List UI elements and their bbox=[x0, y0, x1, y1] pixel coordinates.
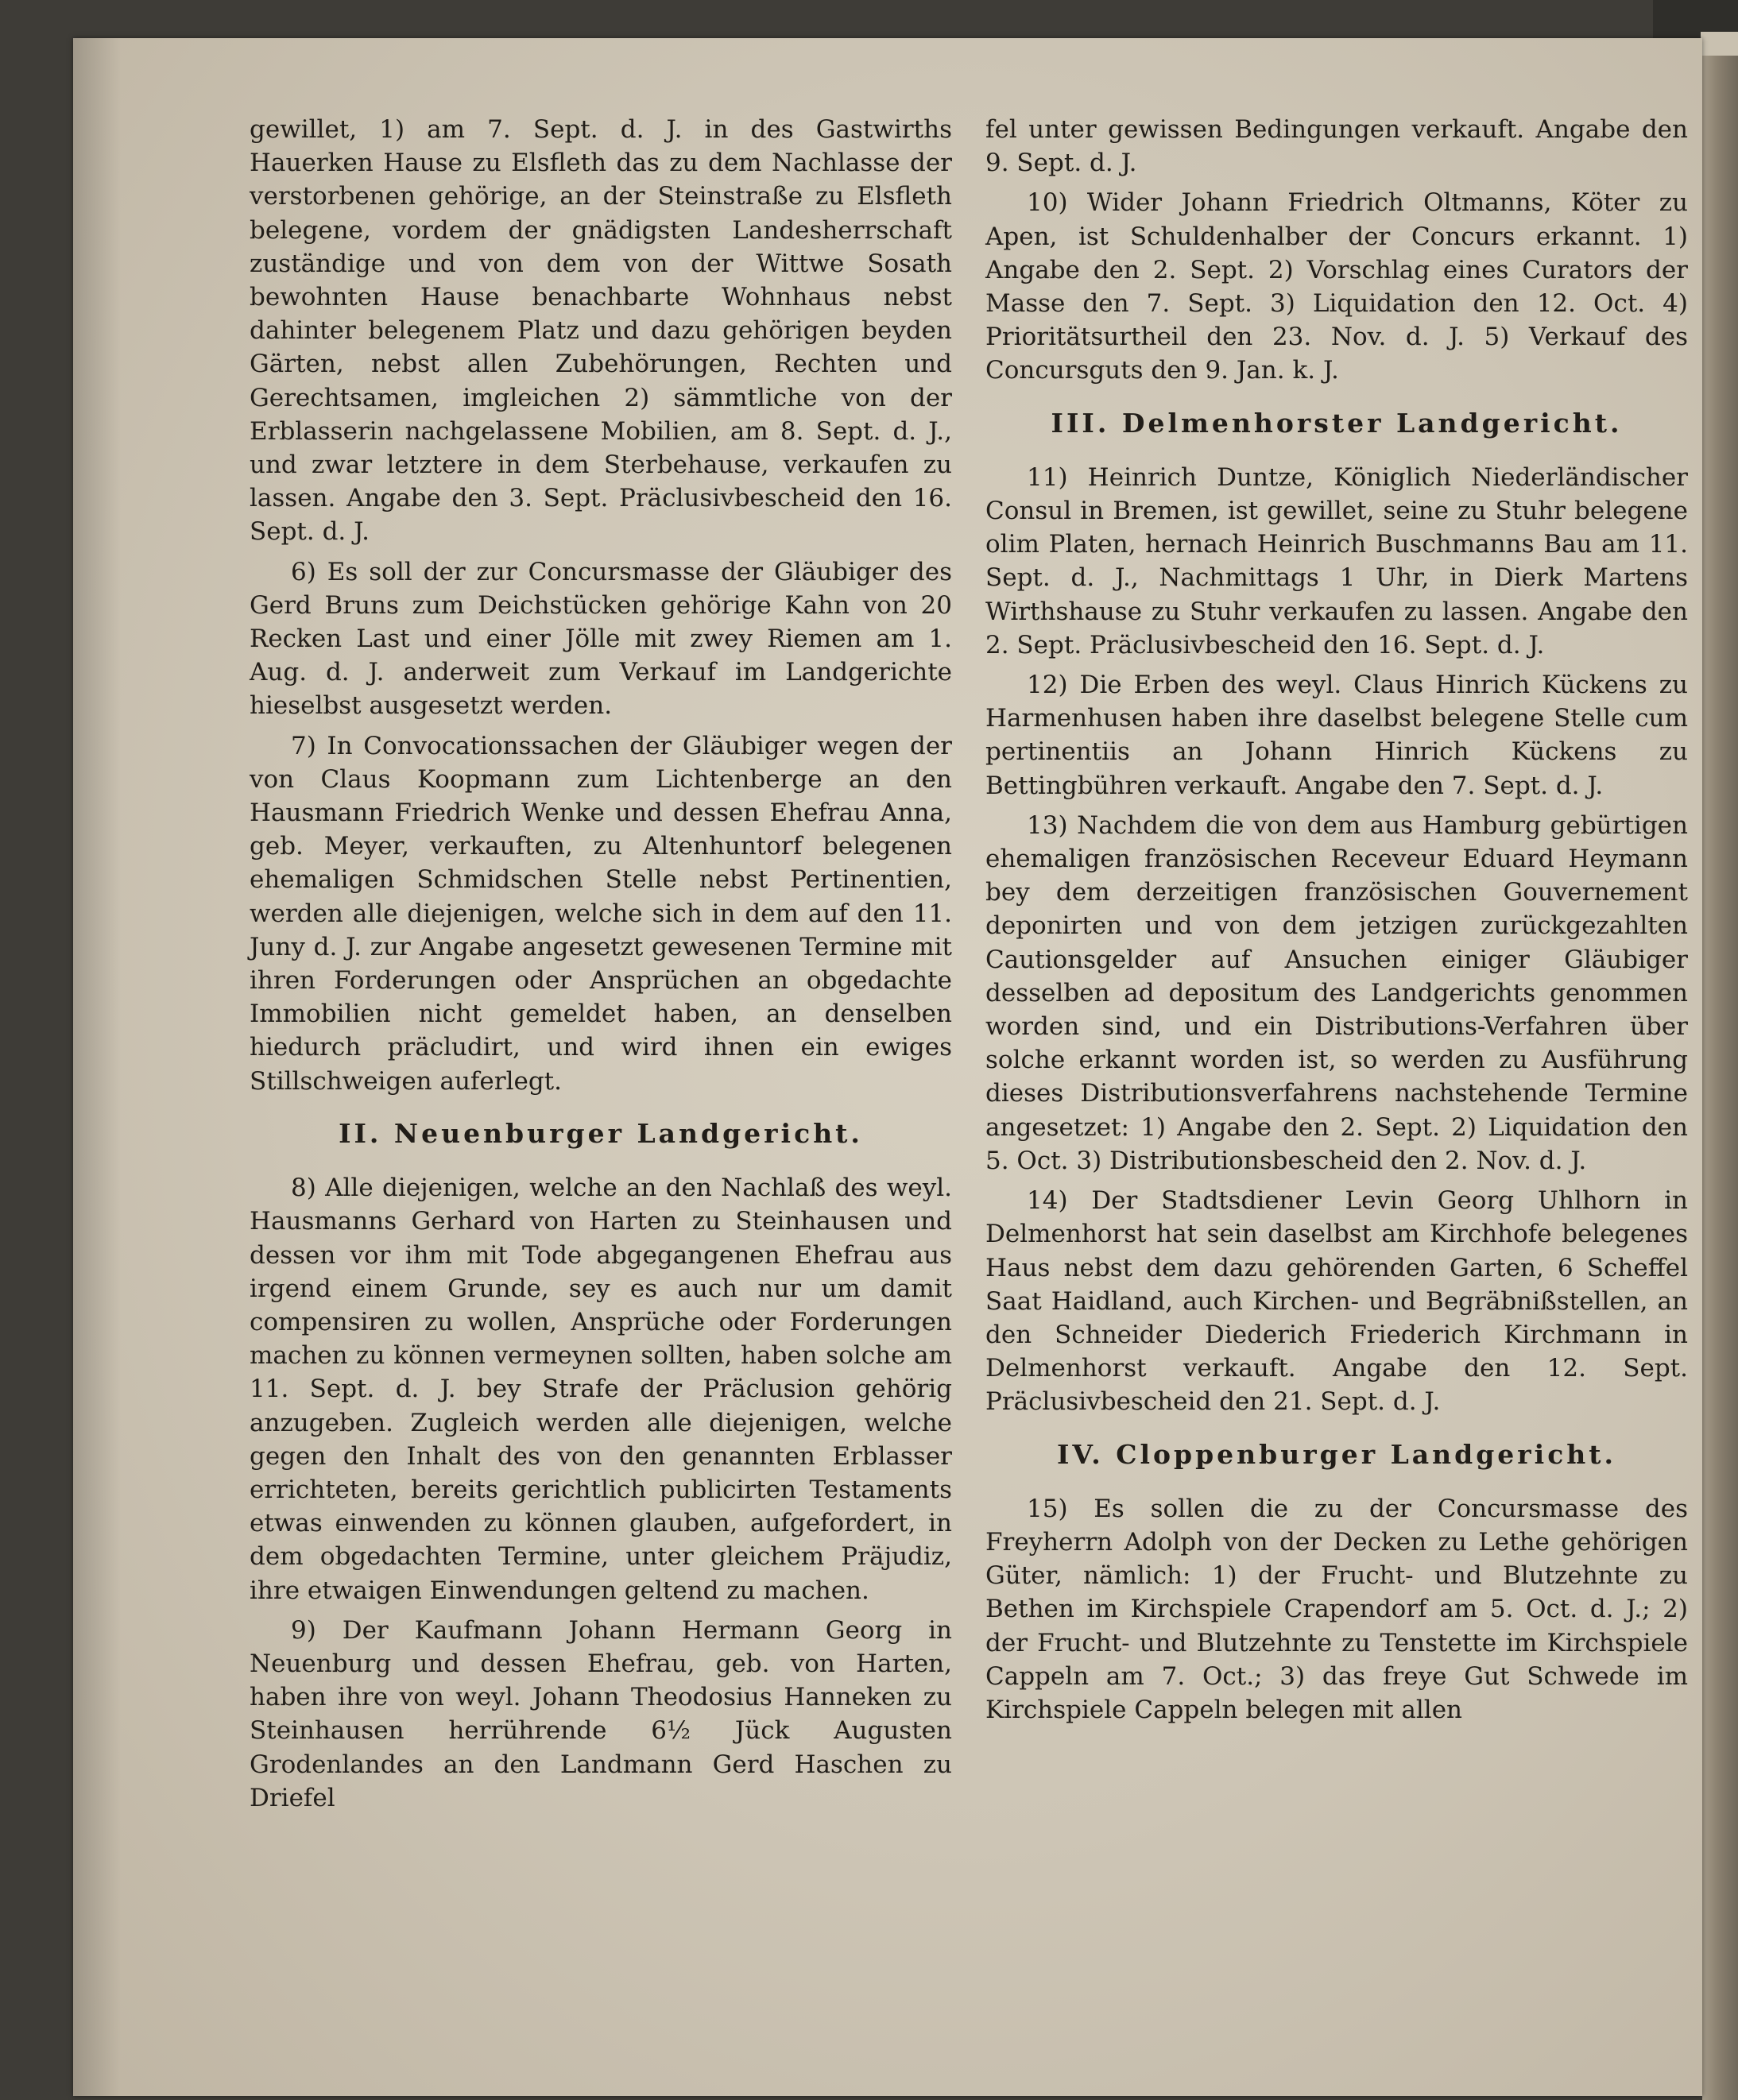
paragraph: 11) Heinrich Duntze, Königlich Niederländischer Consul in Bremen, ist gewillet, seine zu Stuhr belegene olim Platen, hernach Heinrich Buschmanns Bau am 11. Sept. d. J., Nachmittags 1 Uhr, in Dierk Martens Wirthshause zu Stuhr verkaufen zu lassen. Angabe den 2. Sept. Präclusivbescheid den 16. Sept. d. J. bbox=[985, 462, 1688, 659]
next-page-edge bbox=[1702, 32, 1738, 2100]
paragraph: gewillet, 1) am 7. Sept. d. J. in des Gastwirths Hauerken Hause zu Elsfleth das zu dem Nachlasse der verstorbenen gehörige, an der Steinstraße zu Elsfleth belegene, vordem der gnädigsten Landesherrschaft zuständige und von dem von der Wittwe Sosath bewohnten Hause benachbarte Wohnhaus nebst dahinter belegenem Platz und dazu gehörigen beyden Gärten, nebst allen Zubehörungen, Rechten und Gerechtsamen, imgleichen 2) sämmtliche von der Erblasserin nachgelassene Mobilien, am 8. Sept. d. J., und zwar letztere in dem Sterbehause, verkaufen zu lassen. Angabe den 3. Sept. Präclusivbescheid den 16. Sept. d. J. bbox=[250, 115, 952, 547]
paragraph: 7) In Convocationssachen der Gläubiger wegen der von Claus Koopmann zum Lichtenberge an den Hausmann Friedrich Wenke und dessen Ehefrau Anna, geb. Meyer, verkauften, zu Altenhuntorf belegenen ehemaligen Schmidschen Stelle nebst Pertinentien, werden alle diejenigen, welche sich in dem auf den 11. Juny d. J. zur Angabe angesetzt gewesenen Termine mit ihren Forderungen oder Ansprüchen an obgedachte Immobilien nicht gemeldet haben, an denselben hiedurch präcludirt, und wird ihnen ein ewiges Stillschweigen auferlegt. bbox=[250, 731, 952, 1096]
paragraph: 12) Die Erben des weyl. Claus Hinrich Kückens zu Harmenhusen haben ihre daselbst belegene Stelle cum pertinentiis an Johann Hinrich Kückens zu Bettingbühren verkauft. Angabe den 7. Sept. d. J. bbox=[985, 671, 1688, 800]
section-heading: III. Delmenhorster Landgericht. bbox=[1051, 407, 1623, 439]
binding-shadow bbox=[73, 38, 121, 2096]
paragraph: 10) Wider Johann Friedrich Oltmanns, Köter zu Apen, ist Schuldenhalber der Concurs erkannt. 1) Angabe den 2. Sept. 2) Vorschlag eines Curators der Masse den 7. Sept. 3) Liquidation den 12. Oct. 4) Prioritätsurtheil den 23. Nov. d. J. 5) Verkauf des Concursguts den 9. Jan. k. J. bbox=[985, 188, 1688, 385]
section-heading: IV. Cloppenburger Landgericht. bbox=[1056, 1438, 1617, 1470]
left-column bbox=[250, 113, 952, 1821]
paragraph: 14) Der Stadtsdiener Levin Georg Uhlhorn in Delmenhorst hat sein daselbst am Kirchhofe belegenes Haus nebst dem dazu gehörenden Garten, 6 Scheffel Saat Haidland, auch Kirchen- und Begräbnißstellen, an den Schneider Diederich Friederich Kirchmann in Delmenhorst verkauft. Angabe den 12. Sept. Präclusivbescheid den 21. Sept. d. J. bbox=[985, 1186, 1688, 1417]
page-corner bbox=[1701, 32, 1738, 56]
paragraph: 13) Nachdem die von dem aus Hamburg gebürtigen ehemaligen französischen Receveur Eduard Heymann bey dem derzeitigen französischen Gouvernement deponirten und von dem jetzigen zurückgezahlten Cautionsgelder auf Ansuchen einiger Gläubiger desselben ad depositum des Landgerichts genommen worden sind, und ein Distributions-Verfahren über solche erkannt worden ist, so werden zu Ausführung dieses Distributionsverfahrens nachstehende Termine angesetzet: 1) Angabe den 2. Sept. 2) Liquidation den 5. Oct. 3) Distributionsbescheid den 2. Nov. d. J. bbox=[985, 810, 1688, 1175]
paragraph: 9) Der Kaufmann Johann Hermann Georg in Neuenburg und dessen Ehefrau, geb. von Harten, haben ihre von weyl. Johann Theodosius Hanneken zu Steinhausen herrührende 6½ Jück Augusten Grodenlandes an den Landmann Gerd Haschen zu Driefel bbox=[250, 1615, 952, 1812]
paragraph: fel unter gewissen Bedingungen verkauft. Angabe den 9. Sept. d. J. bbox=[985, 115, 1688, 178]
right-column bbox=[985, 113, 1688, 1733]
paragraph: 6) Es soll der zur Concursmasse der Gläubiger des Gerd Bruns zum Deichstücken gehörige Kahn von 20 Recken Last und einer Jölle mit zwey Riemen am 1. Aug. d. J. anderweit zum Verkauf im Landgerichte hieselbst ausgesetzt werden. bbox=[250, 557, 952, 721]
paragraph: 15) Es sollen die zu der Concursmasse des Freyherrn Adolph von der Decken zu Lethe gehörigen Güter, nämlich: 1) der Frucht- und Blutzehnte zu Bethen im Kirchspiele Crapendorf am 5. Oct. d. J.; 2) der Frucht- und Blutzehnte zu Tenstette im Kirchspiele Cappeln am 7. Oct.; 3) das freye Gut Schwede im Kirchspiele Cappeln belegen mit allen bbox=[985, 1494, 1688, 1724]
paragraph: 8) Alle diejenigen, welche an den Nachlaß des weyl. Hausmanns Gerhard von Harten zu Steinhausen und dessen vor ihm mit Tode abgegangenen Ehefrau aus irgend einem Grunde, sey es auch nur um damit compensiren zu wollen, Ansprüche oder Forderungen machen zu können vermeynen sollten, haben solche am 11. Sept. d. J. bey Strafe der Präclusion gehörig anzugeben. Zugleich werden alle diejenigen, welche gegen den Inhalt des von den genannten Erblasser errichteten, bereits gerichtlich publicirten Testaments etwas einwenden zu können glauben, aufgefordert, in dem obgedachten Termine, unter gleichem Präjudiz, ihre etwaigen Einwendungen geltend zu machen. bbox=[250, 1174, 952, 1605]
section-heading: II. Neuenburger Landgericht. bbox=[339, 1117, 863, 1149]
